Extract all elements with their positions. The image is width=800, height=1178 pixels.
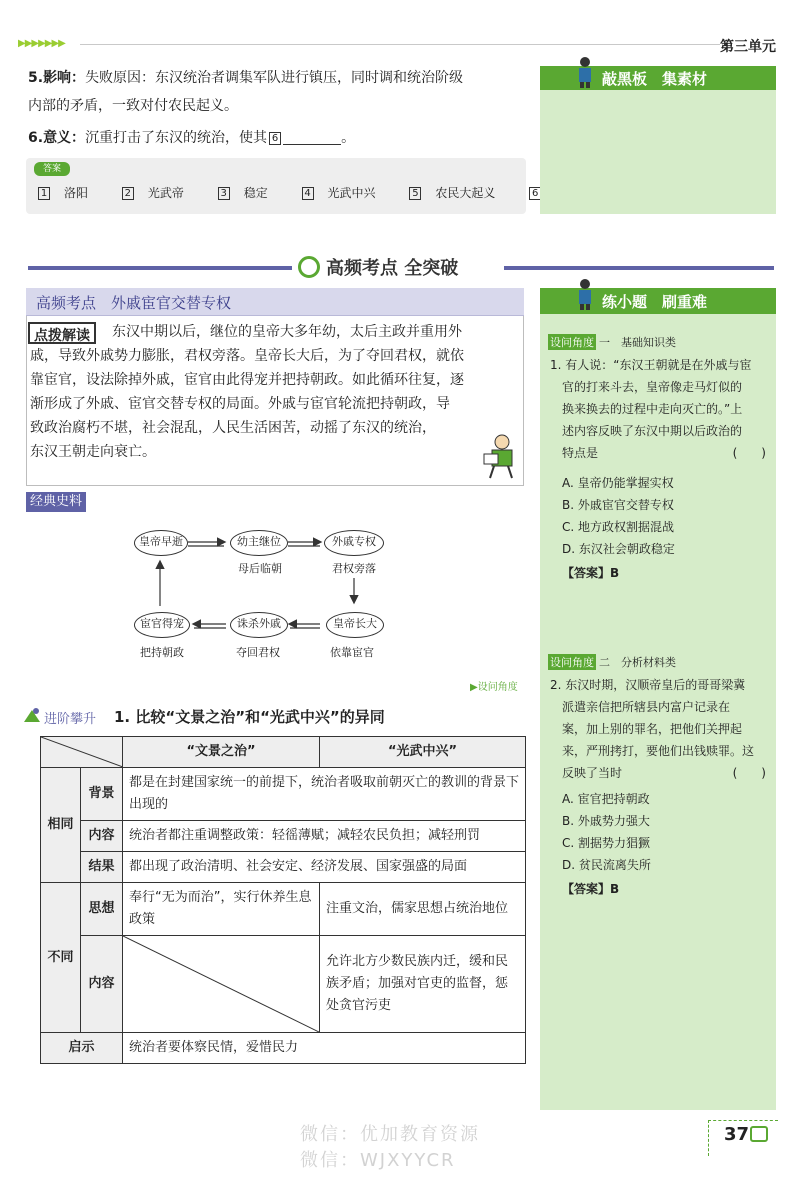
banner-title: 高频考点 全突破 [326, 258, 459, 279]
q1-line: 述内容反映了东汉中期以后政治的 [562, 424, 743, 438]
answer-num: 5 [409, 187, 421, 200]
q1-option-a: A. 皇帝仍能掌握实权 [562, 476, 674, 490]
sub-power-decline: 君权旁落 [332, 562, 376, 575]
node-emperor-early-death: 皇帝早逝 [134, 530, 188, 556]
answer-item [120, 186, 198, 200]
page-number: 37 [724, 1124, 750, 1145]
q2-option-d: D. 贫民流离失所 [562, 858, 651, 872]
q1-line: 特点是 [562, 446, 599, 460]
q1-option-d: D. 东汉社会朝政稳定 [562, 542, 675, 556]
q2-option-b: B. 外戚势力强大 [562, 814, 650, 828]
row-label-result: 结果 [81, 852, 123, 883]
direction-hint: ▶设问角度 [470, 682, 518, 693]
cell-result-text: 都出现了政治清明、社会安定、经济发展、国家强盛的局面 [123, 852, 526, 883]
node-eunuch-favor: 宦官得宠 [134, 612, 190, 638]
diagonal-line [123, 936, 319, 1032]
answer-tag: 答案 [34, 162, 70, 176]
cell-diff-content-guangwu: 允许北方少数民族内迁，缓和民族矛盾；加强对官吏的监督，惩处贪官污吏 [320, 936, 526, 1033]
advance-icon [22, 706, 42, 724]
unit-title: 第三单元 [720, 39, 776, 55]
answer-num: 1 [38, 187, 50, 200]
item-5 [28, 66, 463, 90]
page-book-icon [750, 1126, 768, 1142]
q1-line: 官的打来斗去，皇帝像走马灯似的 [562, 380, 743, 394]
answer-item [300, 186, 390, 200]
item-5-label: 影响： [43, 70, 86, 86]
sub-regain-power: 夺回君权 [236, 646, 280, 659]
cycle-diagram [120, 520, 410, 670]
sub-control-court: 把持朝政 [140, 646, 184, 659]
cell-diff-content-wenjing-empty [123, 936, 320, 1033]
section-label-basic: 一 基础知识类 [599, 336, 676, 349]
advance-tag: 进阶攀升 [44, 712, 97, 727]
fill-blank-line [283, 131, 341, 145]
answer-num: 4 [302, 187, 314, 200]
topic-line-2: 戚，导致外戚势力膨胀，君权旁落。皇帝长大后，为了夺回君权，就依 [30, 348, 464, 364]
row-label-lesson: 启示 [41, 1033, 123, 1064]
answer-item [216, 186, 282, 200]
q2-line: 派遣亲信把所辖县内富户记录在 [562, 700, 731, 714]
question-angle-icon: 设问角度 [550, 336, 594, 349]
sub-rely-eunuchs: 依靠宦官 [330, 646, 374, 659]
cell-content-text: 统治者都注重调整政策：轻徭薄赋；减轻农民负担；减轻刑罚 [123, 821, 526, 852]
item-6-end: 。 [341, 130, 356, 146]
node-emperor-grows: 皇帝长大 [326, 612, 384, 638]
q2-option-c: C. 割据势力猖獗 [562, 836, 651, 850]
item-5-text1: 失败原因：东汉统治者调集军队进行镇压，同时调和统治阶级 [85, 70, 464, 86]
answer-text: 洛阳 [64, 186, 89, 200]
practice-panel-header [540, 288, 776, 314]
item-6 [28, 126, 355, 150]
person-icon [574, 56, 596, 88]
topic-line-1: 东汉中期以后，继位的皇帝大多年幼，太后主政并重用外 [112, 324, 462, 340]
diagonal-line [41, 737, 123, 767]
q2-answer: 【答案】B [562, 882, 620, 896]
analysis-tag: 点拨解读 [28, 322, 96, 344]
header-arrows-decoration: ▶▶▶▶▶▶▶ [18, 38, 65, 49]
practice-panel-title: 练小题 刷重难 [602, 293, 708, 311]
q2-answer-paren: ( ) [732, 766, 766, 780]
topic-line-6: 东汉王朝走向衰亡。 [30, 444, 156, 460]
section-tag-analysis [548, 654, 676, 670]
answer-text: 农民大起义 [435, 186, 496, 200]
table-corner-cell [41, 737, 123, 768]
right-top-panel-header [540, 66, 776, 90]
item-6-num: 6. [28, 130, 44, 146]
reading-cartoon-icon [480, 432, 520, 480]
col-header-wenjing: “文景之治” [123, 737, 320, 768]
answer-item [407, 186, 509, 200]
section-label-analysis: 二 分析材料类 [599, 656, 676, 669]
row-label-thought: 思想 [81, 883, 123, 936]
classic-material-tag: 经典史料 [26, 492, 86, 512]
section-tag-basic [548, 334, 676, 350]
node-consort-power: 外戚专权 [324, 530, 384, 556]
right-top-panel-title: 敲黑板 集素材 [602, 70, 708, 88]
q1-line: 1. 有人说：“东汉王朝就是在外戚与宦 [550, 358, 752, 372]
node-kill-consort: 诛杀外戚 [230, 612, 288, 638]
cell-background-text: 都是在封建国家统一的前提下，统治者吸取前朝灭亡的教训的背景下出现的 [123, 768, 526, 821]
answer-num: 2 [122, 187, 134, 200]
topic-header [26, 288, 524, 316]
topic-title: 高频考点 外戚宦官交替专权 [36, 294, 232, 312]
watermark-line-1: 微信：优加教育资源 [300, 1124, 480, 1145]
sub-empress-regency: 母后临朝 [238, 562, 282, 575]
q2-line: 2. 东汉时期，汉顺帝皇后的哥哥梁冀 [550, 678, 746, 692]
q2-line: 案，加上别的罪名，把他们关押起 [562, 722, 743, 736]
right-top-panel-body [540, 90, 776, 214]
q1-answer: 【答案】B [562, 566, 620, 580]
node-young-emperor: 幼主继位 [230, 530, 288, 556]
row-label-content: 内容 [81, 821, 123, 852]
topic-line-4: 渐形成了外戚、宦官交替专权的局面。外戚与宦官轮流把持朝政，导 [30, 396, 450, 412]
row-group-diff: 不同 [41, 883, 81, 1033]
cell-thought-guangwu: 注重文治，儒家思想占统治地位 [320, 883, 526, 936]
item-5-line2: 内部的矛盾，一致对付农民起义。 [28, 98, 238, 114]
q2-line: 来，严刑拷打，要他们出钱赎罪。这 [562, 744, 755, 758]
topic-line-3: 靠宦官，设法除掉外戚，宦官由此得宠并把持朝政。如此循环往复，逐 [30, 372, 464, 388]
item-5-num: 5. [28, 70, 44, 86]
col-header-guangwu: “光武中兴” [320, 737, 526, 768]
item-6-text: 沉重打击了东汉的统治，使其 [85, 130, 268, 146]
item-6-label: 意义： [43, 130, 86, 146]
answer-item [36, 186, 102, 200]
row-label-diff-content: 内容 [81, 936, 123, 1033]
row-label-background: 背景 [81, 768, 123, 821]
q2-line: 反映了当时 [562, 766, 623, 780]
header-divider [80, 44, 720, 45]
answer-text: 光武帝 [147, 186, 184, 200]
q1-line: 换来换去的过程中走向灭亡的。”上 [562, 402, 743, 416]
practice-panel-body [540, 314, 776, 1110]
topic-line-5: 致政治腐朽不堪，社会混乱，人民生活困苦，动摇了东汉的统治， [30, 420, 436, 436]
row-group-same: 相同 [41, 768, 81, 883]
comparison-table [40, 736, 526, 1064]
q1-option-c: C. 地方政权割据混战 [562, 520, 675, 534]
answer-text: 光武中兴 [327, 186, 376, 200]
cell-thought-wenjing: 奉行“无为而治”，实行休养生息政策 [123, 883, 320, 936]
person-icon [574, 278, 596, 310]
q1-answer-paren: ( ) [732, 446, 766, 460]
answer-num: 3 [218, 187, 230, 200]
compare-title: 1. 比较“文景之治”和“光武中兴”的异同 [114, 708, 385, 726]
answer-num: 6 [529, 187, 541, 200]
blank-number-box: 6 [269, 132, 281, 145]
q2-option-a: A. 宦官把持朝政 [562, 792, 650, 806]
cell-lesson-text: 统治者要体察民情，爱惜民力 [123, 1033, 526, 1064]
answer-text: 稳定 [243, 186, 268, 200]
q1-option-b: B. 外戚宦官交替专权 [562, 498, 674, 512]
watermark-line-2: 微信：WJXYYCR [300, 1150, 456, 1171]
banner [292, 252, 504, 282]
question-angle-icon: 设问角度 [550, 656, 594, 669]
swirl-icon [298, 256, 320, 278]
